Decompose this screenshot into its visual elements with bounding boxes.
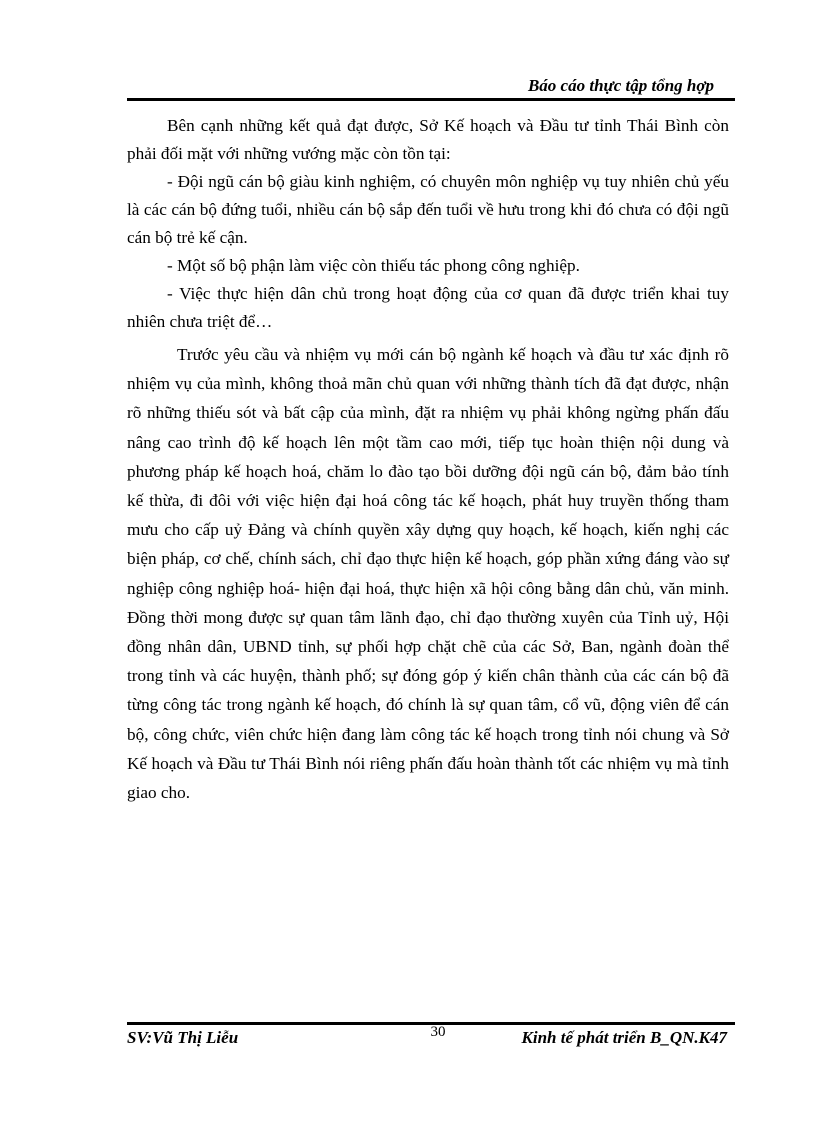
paragraph-intro: Bên cạnh những kết quả đạt được, Sở Kế hoạch và Đầu tư tỉnh Thái Bình còn phải đối mặt với những vướng mặc còn tồn tại: — [127, 116, 729, 163]
page-header-title: Báo cáo thực tập tổng hợp — [527, 76, 714, 95]
paragraph-staff-issue: - Đội ngũ cán bộ giàu kinh nghiệm, có chuyên môn nghiệp vụ tuy nhiên chủ yếu là các cán bộ đứng tuổi, nhiều cán bộ sắp đến tuổi về hưu trong khi đó chưa có đội ngũ cán bộ trẻ kế cận. — [127, 172, 729, 247]
paragraph-democracy-issue: - Việc thực hiện dân chủ trong hoạt động của cơ quan đã được triển khai tuy nhiên chưa triệt để… — [127, 284, 729, 331]
header-divider — [127, 98, 735, 101]
page-number: 30 — [430, 1024, 446, 1040]
footer-author: SV:Vũ Thị Liễu — [127, 1028, 239, 1047]
paragraph-tasks: Trước yêu cầu và nhiệm vụ mới cán bộ ngành kế hoạch và đầu tư xác định rõ nhiệm vụ của mình, không thoả mãn chủ quan với những thành tích đã đạt được, nhận rõ những thiếu sót và bất cập của mình, đặt ra nhiệm vụ phải không ngừng phấn đấu nâng cao trình độ kế hoạch lên một tầm cao mới, tiếp tục hoàn thiện nội dung và phương pháp kế hoạch hoá, chăm lo đào tạo bồi dưỡng đội ngũ cán bộ, đảm bảo tính kế thừa, đi đôi với việc hiện đại hoá công tác kế hoạch, phát huy truyền thống tham mưu cho cấp uỷ Đảng và chính quyền xây dựng quy hoạch, kế hoạch, kiến nghị các biện pháp, cơ chế, chính sách, chỉ đạo thực hiện kế hoạch, góp phần xứng đáng vào sự nghiệp công nghiệp hoá- hiện đại hoá, thực hiện xã hội công bằng dân chủ, văn minh. Đồng thời mong được sự quan tâm lãnh đạo, chỉ đạo thường xuyên của Tỉnh uỷ, Hội đồng nhân dân, UBND tỉnh, sự phối hợp chặt chẽ của các Sở, Ban, ngành đoàn thể trong tỉnh và các huyện, thành phố; sự đóng góp ý kiến chân thành của các cán bộ đã từng công tác trong ngành kế hoạch, đó chính là sự quan tâm, cổ vũ, động viên để cán bộ, công chức, viên chức hiện đang làm công tác kế hoạch trong tỉnh nói chung và Sở Kế hoạch và Đầu tư Thái Bình nói riêng phấn đấu hoàn thành tốt các nhiệm vụ mà tỉnh giao cho. — [127, 345, 729, 803]
paragraph-workstyle-issue: - Một số bộ phận làm việc còn thiếu tác phong công nghiệp. — [167, 256, 580, 275]
footer-class-info: Kinh tế phát triển B_QN.K47 — [521, 1028, 727, 1047]
document-body — [127, 112, 729, 807]
